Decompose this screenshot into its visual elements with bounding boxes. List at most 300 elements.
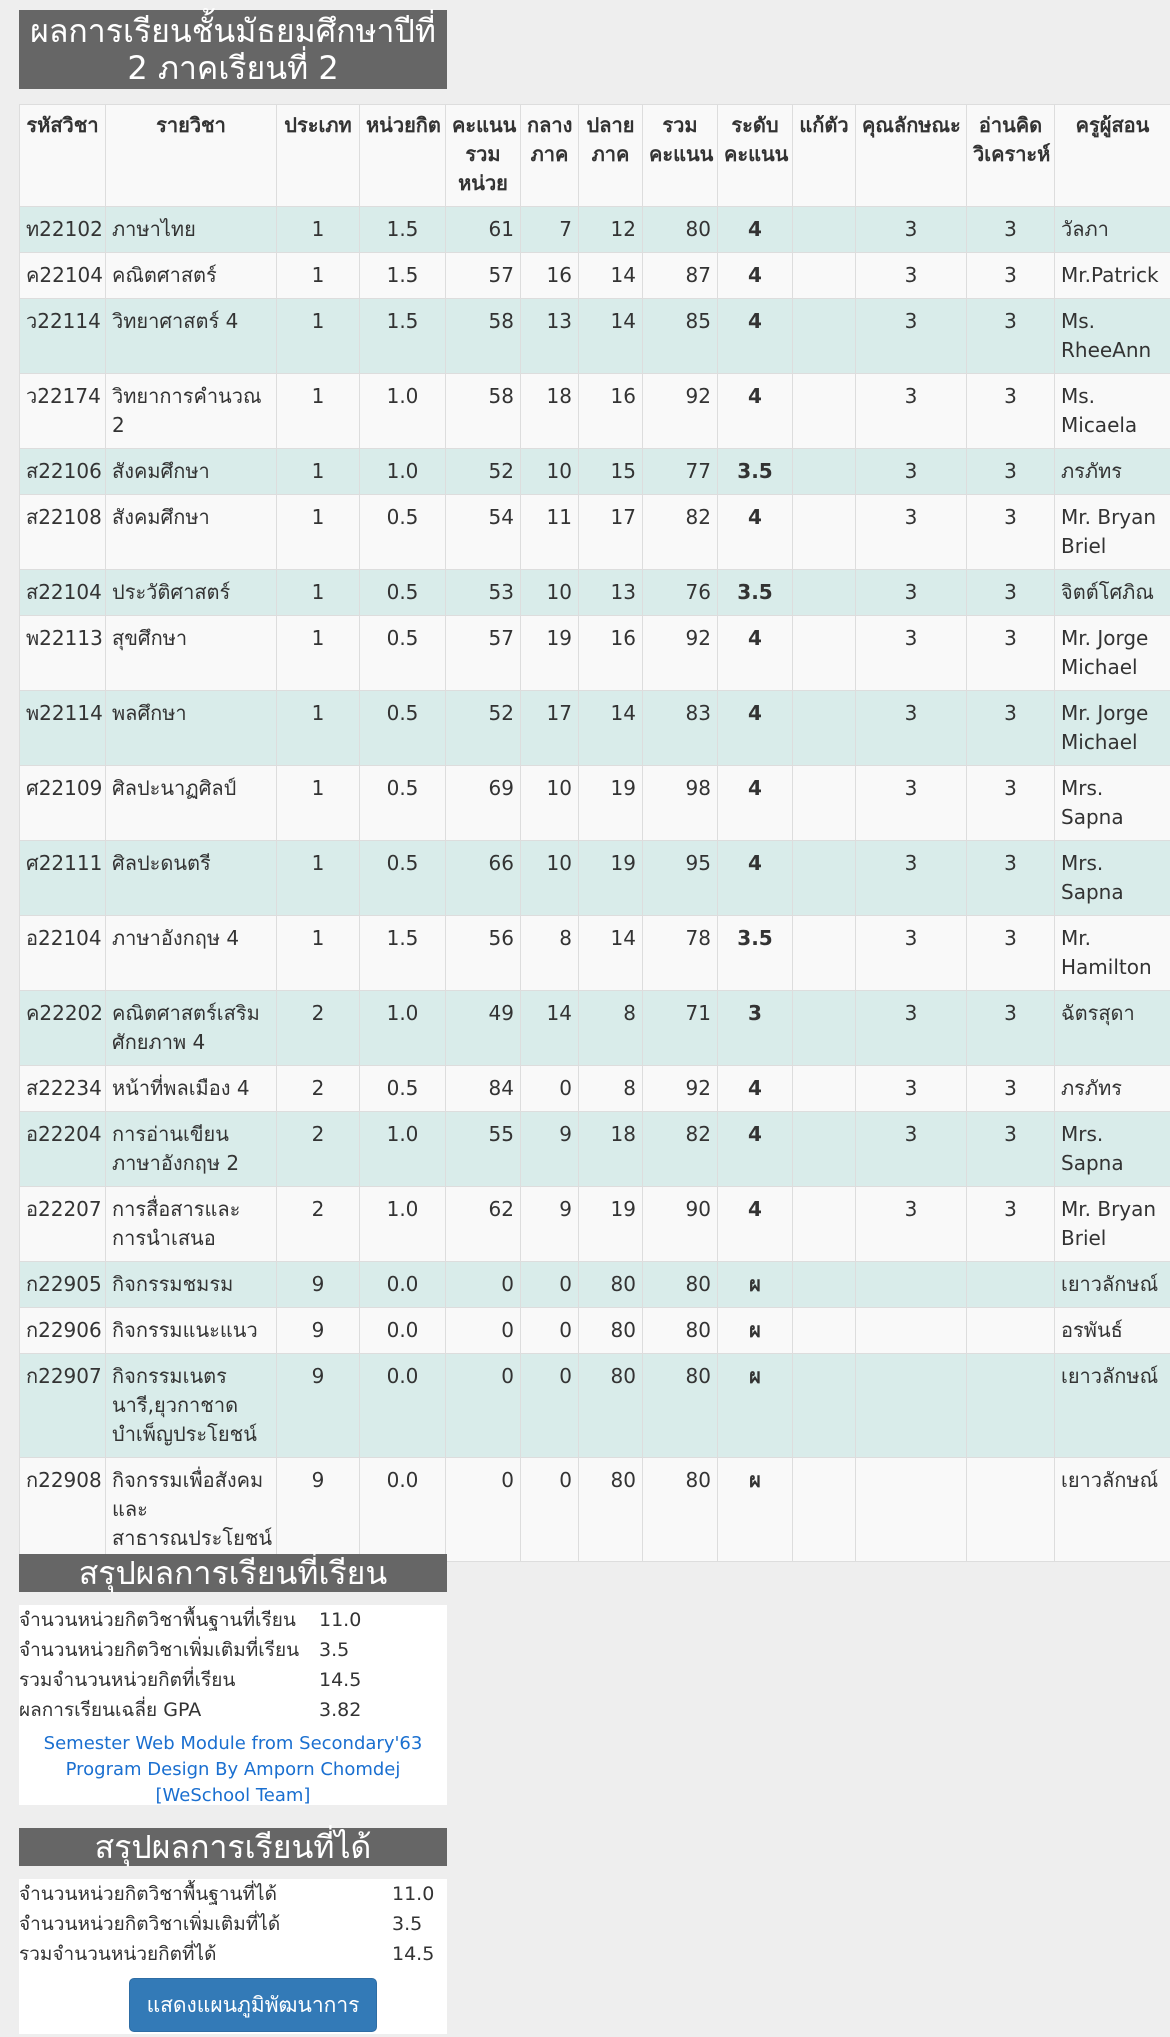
- cell-reading: 3: [967, 616, 1055, 691]
- cell-midterm: 10: [521, 841, 579, 916]
- cell-total: 77: [643, 449, 718, 495]
- cell-subject: กิจกรรมแนะแนว: [106, 1308, 277, 1354]
- cell-type: 1: [277, 253, 360, 299]
- summary-value: 14.5: [392, 1943, 435, 1965]
- cell-reading: 3: [967, 207, 1055, 253]
- grades-table: [19, 104, 1170, 1562]
- cell-type: 2: [277, 1187, 360, 1262]
- cell-final: 80: [579, 1354, 643, 1458]
- cell-unit-score: 69: [446, 766, 521, 841]
- cell-final: 19: [579, 841, 643, 916]
- cell-midterm: 0: [521, 1458, 579, 1562]
- summary-label: จำนวนหน่วยกิตวิชาพื้นฐานที่เรียน: [19, 1609, 296, 1631]
- cell-subject: คณิตศาสตร์: [106, 253, 277, 299]
- cell-retake: [793, 916, 856, 991]
- cell-final: 12: [579, 207, 643, 253]
- cell-midterm: 19: [521, 616, 579, 691]
- header-subject: รายวิชา: [106, 105, 277, 207]
- cell-reading: [967, 1308, 1055, 1354]
- cell-midterm: 10: [521, 766, 579, 841]
- cell-teacher: Mr. Jorge Michael: [1055, 691, 1170, 766]
- cell-grade: 4: [718, 495, 793, 570]
- cell-retake: [793, 1308, 856, 1354]
- cell-unit-score: 84: [446, 1066, 521, 1112]
- table-row: [20, 570, 1170, 616]
- cell-final: 18: [579, 1112, 643, 1187]
- table-row: [20, 253, 1170, 299]
- table-row: [20, 1262, 1170, 1308]
- cell-code: อ22207: [20, 1187, 106, 1262]
- cell-total: 80: [643, 1458, 718, 1562]
- cell-retake: [793, 374, 856, 449]
- summary-value: 3.5: [392, 1913, 423, 1935]
- cell-subject: ศิลปะนาฏศิลป์: [106, 766, 277, 841]
- cell-retake: [793, 570, 856, 616]
- cell-midterm: 0: [521, 1262, 579, 1308]
- table-row: [20, 299, 1170, 374]
- cell-reading: [967, 1354, 1055, 1458]
- cell-unit-score: 57: [446, 253, 521, 299]
- cell-teacher: ฉัตรสุดา: [1055, 991, 1170, 1066]
- cell-subject: วิทยาการคำนวณ 2: [106, 374, 277, 449]
- cell-type: 9: [277, 1262, 360, 1308]
- header-retake: แก้ตัว: [793, 105, 856, 207]
- cell-teacher: Mr. Hamilton: [1055, 916, 1170, 991]
- cell-code: ค22202: [20, 991, 106, 1066]
- cell-retake: [793, 207, 856, 253]
- cell-teacher: Mr. Jorge Michael: [1055, 616, 1170, 691]
- cell-unit-score: 62: [446, 1187, 521, 1262]
- cell-type: 1: [277, 916, 360, 991]
- cell-subject: วิทยาศาสตร์ 4: [106, 299, 277, 374]
- cell-subject: การอ่านเขียนภาษาอังกฤษ 2: [106, 1112, 277, 1187]
- cell-total: 76: [643, 570, 718, 616]
- cell-reading: 3: [967, 841, 1055, 916]
- cell-credit: 0.0: [360, 1308, 446, 1354]
- cell-total: 92: [643, 616, 718, 691]
- cell-grade: ผ: [718, 1354, 793, 1458]
- cell-teacher: ภรภัทร: [1055, 1066, 1170, 1112]
- cell-teacher: Mr. Bryan Briel: [1055, 495, 1170, 570]
- cell-final: 13: [579, 570, 643, 616]
- cell-grade: 4: [718, 766, 793, 841]
- cell-retake: [793, 1066, 856, 1112]
- cell-total: 71: [643, 991, 718, 1066]
- cell-type: 1: [277, 495, 360, 570]
- cell-total: 90: [643, 1187, 718, 1262]
- cell-credit: 1.0: [360, 374, 446, 449]
- cell-type: 1: [277, 841, 360, 916]
- cell-reading: [967, 1458, 1055, 1562]
- cell-code: อ22204: [20, 1112, 106, 1187]
- cell-code: ว22114: [20, 299, 106, 374]
- cell-credit: 0.0: [360, 1354, 446, 1458]
- cell-final: 14: [579, 691, 643, 766]
- cell-code: ก22906: [20, 1308, 106, 1354]
- cell-credit: 0.0: [360, 1458, 446, 1562]
- cell-unit-score: 0: [446, 1354, 521, 1458]
- cell-reading: [967, 1262, 1055, 1308]
- cell-subject: สุขศึกษา: [106, 616, 277, 691]
- cell-retake: [793, 1354, 856, 1458]
- cell-code: ก22908: [20, 1458, 106, 1562]
- cell-reading: 3: [967, 991, 1055, 1066]
- cell-subject: พลศึกษา: [106, 691, 277, 766]
- cell-final: 80: [579, 1262, 643, 1308]
- cell-final: 19: [579, 766, 643, 841]
- cell-total: 87: [643, 253, 718, 299]
- cell-attribute: 3: [856, 1066, 967, 1112]
- cell-unit-score: 0: [446, 1262, 521, 1308]
- cell-teacher: วัลภา: [1055, 207, 1170, 253]
- table-row: [20, 766, 1170, 841]
- cell-credit: 0.5: [360, 570, 446, 616]
- cell-attribute: 3: [856, 374, 967, 449]
- cell-final: 14: [579, 299, 643, 374]
- table-row: [20, 1308, 1170, 1354]
- cell-teacher: ภรภัทร: [1055, 449, 1170, 495]
- cell-unit-score: 61: [446, 207, 521, 253]
- cell-midterm: 0: [521, 1308, 579, 1354]
- header-grade: ระดับคะแนน: [718, 105, 793, 207]
- cell-code: ส22234: [20, 1066, 106, 1112]
- cell-grade: ผ: [718, 1458, 793, 1562]
- summary-row: [19, 1695, 447, 1725]
- cell-midterm: 11: [521, 495, 579, 570]
- cell-attribute: 3: [856, 841, 967, 916]
- summary-value: 11.0: [319, 1609, 362, 1631]
- table-row: [20, 449, 1170, 495]
- summary-earned-title: สรุปผลการเรียนที่ได้: [19, 1828, 447, 1866]
- cell-reading: 3: [967, 916, 1055, 991]
- cell-grade: 4: [718, 841, 793, 916]
- summary-row: [19, 1635, 447, 1665]
- cell-grade: 4: [718, 1066, 793, 1112]
- cell-final: 8: [579, 991, 643, 1066]
- cell-total: 78: [643, 916, 718, 991]
- cell-code: ส22108: [20, 495, 106, 570]
- cell-code: ส22106: [20, 449, 106, 495]
- cell-type: 1: [277, 299, 360, 374]
- summary-value: 14.5: [319, 1669, 362, 1691]
- summary-row: [19, 1605, 447, 1635]
- cell-credit: 1.5: [360, 916, 446, 991]
- cell-retake: [793, 495, 856, 570]
- cell-attribute: 3: [856, 299, 967, 374]
- cell-subject: ภาษาอังกฤษ 4: [106, 916, 277, 991]
- table-row: [20, 374, 1170, 449]
- cell-code: ส22104: [20, 570, 106, 616]
- summary-enrolled-box: [19, 1605, 447, 1805]
- cell-teacher: Ms. RheeAnn: [1055, 299, 1170, 374]
- cell-code: ก22905: [20, 1262, 106, 1308]
- cell-teacher: เยาวลักษณ์: [1055, 1262, 1170, 1308]
- cell-reading: 3: [967, 1187, 1055, 1262]
- cell-teacher: Ms. Micaela: [1055, 374, 1170, 449]
- cell-midterm: 10: [521, 449, 579, 495]
- cell-type: 9: [277, 1458, 360, 1562]
- cell-unit-score: 57: [446, 616, 521, 691]
- cell-unit-score: 58: [446, 374, 521, 449]
- cell-attribute: 3: [856, 1112, 967, 1187]
- table-row: [20, 207, 1170, 253]
- header-type: ประเภท: [277, 105, 360, 207]
- credit-link[interactable]: Semester Web Module from Secondary'63 Program Design By Amporn Chomdej [WeSchool Team]: [43, 1733, 423, 1806]
- cell-total: 82: [643, 1112, 718, 1187]
- cell-reading: 3: [967, 449, 1055, 495]
- cell-type: 2: [277, 1066, 360, 1112]
- cell-credit: 0.5: [360, 495, 446, 570]
- cell-total: 85: [643, 299, 718, 374]
- cell-code: ศ22109: [20, 766, 106, 841]
- cell-retake: [793, 766, 856, 841]
- cell-final: 14: [579, 253, 643, 299]
- table-row: [20, 1354, 1170, 1458]
- cell-credit: 0.5: [360, 616, 446, 691]
- cell-code: อ22104: [20, 916, 106, 991]
- summary-label: จำนวนหน่วยกิตวิชาเพิ่มเติมที่เรียน: [19, 1639, 300, 1661]
- cell-type: 2: [277, 991, 360, 1066]
- cell-final: 17: [579, 495, 643, 570]
- header-unit-score: คะแนนรวมหน่วย: [446, 105, 521, 207]
- summary-value: 3.5: [319, 1639, 350, 1661]
- cell-credit: 1.0: [360, 1187, 446, 1262]
- cell-subject: คณิตศาสตร์เสริมศักยภาพ 4: [106, 991, 277, 1066]
- cell-reading: 3: [967, 495, 1055, 570]
- cell-grade: 4: [718, 253, 793, 299]
- cell-attribute: [856, 1262, 967, 1308]
- header-attribute: คุณลักษณะ: [856, 105, 967, 207]
- cell-subject: ศิลปะดนตรี: [106, 841, 277, 916]
- cell-credit: 0.5: [360, 1066, 446, 1112]
- cell-type: 1: [277, 449, 360, 495]
- table-row: [20, 1187, 1170, 1262]
- cell-code: ค22104: [20, 253, 106, 299]
- cell-retake: [793, 616, 856, 691]
- table-row: [20, 1112, 1170, 1187]
- cell-teacher: อรพันธ์: [1055, 1308, 1170, 1354]
- cell-final: 19: [579, 1187, 643, 1262]
- cell-retake: [793, 841, 856, 916]
- summary-value: 11.0: [392, 1883, 435, 1905]
- summary-value: 3.82: [319, 1699, 362, 1721]
- cell-type: 1: [277, 207, 360, 253]
- cell-type: 1: [277, 691, 360, 766]
- cell-midterm: 16: [521, 253, 579, 299]
- cell-reading: 3: [967, 1066, 1055, 1112]
- table-row: [20, 1458, 1170, 1562]
- cell-unit-score: 54: [446, 495, 521, 570]
- header-total: รวมคะแนน: [643, 105, 718, 207]
- cell-attribute: 3: [856, 570, 967, 616]
- cell-type: 1: [277, 616, 360, 691]
- cell-midterm: 14: [521, 991, 579, 1066]
- summary-row: [19, 1665, 447, 1695]
- cell-attribute: 3: [856, 991, 967, 1066]
- cell-type: 2: [277, 1112, 360, 1187]
- cell-retake: [793, 253, 856, 299]
- cell-teacher: Mrs. Sapna: [1055, 841, 1170, 916]
- cell-unit-score: 0: [446, 1308, 521, 1354]
- cell-retake: [793, 1187, 856, 1262]
- cell-unit-score: 56: [446, 916, 521, 991]
- cell-retake: [793, 691, 856, 766]
- cell-code: พ22113: [20, 616, 106, 691]
- cell-midterm: 7: [521, 207, 579, 253]
- show-development-chart-button[interactable]: แสดงแผนภูมิพัฒนาการ: [129, 1978, 377, 2032]
- cell-total: 80: [643, 1262, 718, 1308]
- page-title: ผลการเรียนชั้นมัธยมศึกษาปีที่ 2 ภาคเรียนที่ 2: [19, 10, 447, 89]
- cell-grade: 4: [718, 616, 793, 691]
- cell-credit: 0.0: [360, 1262, 446, 1308]
- table-row: [20, 495, 1170, 570]
- cell-unit-score: 52: [446, 691, 521, 766]
- header-credit: หน่วยกิต: [360, 105, 446, 207]
- summary-row: [19, 1879, 447, 1909]
- cell-total: 82: [643, 495, 718, 570]
- cell-attribute: 3: [856, 916, 967, 991]
- table-row: [20, 616, 1170, 691]
- cell-total: 80: [643, 207, 718, 253]
- cell-subject: กิจกรรมชมรม: [106, 1262, 277, 1308]
- cell-final: 14: [579, 916, 643, 991]
- cell-grade: 4: [718, 374, 793, 449]
- cell-unit-score: 53: [446, 570, 521, 616]
- cell-unit-score: 66: [446, 841, 521, 916]
- cell-reading: 3: [967, 570, 1055, 616]
- cell-type: 1: [277, 766, 360, 841]
- cell-code: ว22174: [20, 374, 106, 449]
- cell-midterm: 9: [521, 1187, 579, 1262]
- cell-total: 92: [643, 374, 718, 449]
- summary-label: รวมจำนวนหน่วยกิตที่เรียน: [19, 1669, 236, 1691]
- cell-teacher: Mrs. Sapna: [1055, 1112, 1170, 1187]
- cell-credit: 0.5: [360, 691, 446, 766]
- cell-grade: 4: [718, 691, 793, 766]
- cell-credit: 0.5: [360, 766, 446, 841]
- cell-grade: 3.5: [718, 449, 793, 495]
- cell-total: 95: [643, 841, 718, 916]
- cell-code: ก22907: [20, 1354, 106, 1458]
- cell-reading: 3: [967, 766, 1055, 841]
- cell-subject: ภาษาไทย: [106, 207, 277, 253]
- cell-final: 80: [579, 1458, 643, 1562]
- cell-unit-score: 0: [446, 1458, 521, 1562]
- cell-teacher: จิตต์โศภิณ: [1055, 570, 1170, 616]
- header-reading: อ่านคิดวิเคราะห์: [967, 105, 1055, 207]
- cell-unit-score: 55: [446, 1112, 521, 1187]
- cell-retake: [793, 449, 856, 495]
- cell-grade: 3: [718, 991, 793, 1066]
- cell-midterm: 9: [521, 1112, 579, 1187]
- cell-credit: 1.0: [360, 449, 446, 495]
- cell-unit-score: 58: [446, 299, 521, 374]
- cell-code: ท22102: [20, 207, 106, 253]
- cell-subject: สังคมศึกษา: [106, 449, 277, 495]
- table-row: [20, 991, 1170, 1066]
- cell-total: 83: [643, 691, 718, 766]
- cell-midterm: 0: [521, 1066, 579, 1112]
- cell-retake: [793, 1458, 856, 1562]
- cell-reading: 3: [967, 374, 1055, 449]
- cell-final: 15: [579, 449, 643, 495]
- header-final: ปลายภาค: [579, 105, 643, 207]
- summary-label: ผลการเรียนเฉลี่ย GPA: [19, 1699, 202, 1721]
- header-teacher: ครูผู้สอน: [1055, 105, 1170, 207]
- cell-reading: 3: [967, 1112, 1055, 1187]
- summary-row: [19, 1939, 447, 1969]
- cell-credit: 1.0: [360, 991, 446, 1066]
- cell-grade: 3.5: [718, 916, 793, 991]
- cell-grade: 3.5: [718, 570, 793, 616]
- cell-credit: 1.0: [360, 1112, 446, 1187]
- cell-subject: กิจกรรมเพื่อสังคมและสาธารณประโยชน์: [106, 1458, 277, 1562]
- cell-unit-score: 52: [446, 449, 521, 495]
- cell-retake: [793, 1112, 856, 1187]
- cell-attribute: [856, 1354, 967, 1458]
- cell-total: 98: [643, 766, 718, 841]
- cell-total: 80: [643, 1308, 718, 1354]
- cell-code: พ22114: [20, 691, 106, 766]
- cell-final: 8: [579, 1066, 643, 1112]
- summary-label: จำนวนหน่วยกิตวิชาพื้นฐานที่ได้: [19, 1883, 277, 1905]
- summary-enrolled-title: สรุปผลการเรียนที่เรียน: [19, 1554, 447, 1592]
- cell-type: 9: [277, 1308, 360, 1354]
- header-midterm: กลางภาค: [521, 105, 579, 207]
- cell-grade: ผ: [718, 1308, 793, 1354]
- cell-unit-score: 49: [446, 991, 521, 1066]
- table-row: [20, 841, 1170, 916]
- summary-label: รวมจำนวนหน่วยกิตที่ได้: [19, 1943, 217, 1965]
- cell-teacher: Mrs. Sapna: [1055, 766, 1170, 841]
- cell-attribute: 3: [856, 207, 967, 253]
- cell-teacher: เยาวลักษณ์: [1055, 1458, 1170, 1562]
- cell-midterm: 17: [521, 691, 579, 766]
- cell-total: 80: [643, 1354, 718, 1458]
- cell-midterm: 0: [521, 1354, 579, 1458]
- cell-attribute: 3: [856, 691, 967, 766]
- cell-teacher: Mr.Patrick: [1055, 253, 1170, 299]
- cell-grade: 4: [718, 1112, 793, 1187]
- cell-final: 80: [579, 1308, 643, 1354]
- cell-retake: [793, 1262, 856, 1308]
- cell-attribute: 3: [856, 616, 967, 691]
- cell-final: 16: [579, 374, 643, 449]
- table-row: [20, 691, 1170, 766]
- cell-attribute: 3: [856, 766, 967, 841]
- cell-credit: 1.5: [360, 299, 446, 374]
- cell-credit: 1.5: [360, 253, 446, 299]
- cell-subject: การสื่อสารและการนำเสนอ: [106, 1187, 277, 1262]
- cell-midterm: 10: [521, 570, 579, 616]
- cell-attribute: 3: [856, 449, 967, 495]
- cell-credit: 1.5: [360, 207, 446, 253]
- cell-attribute: 3: [856, 1187, 967, 1262]
- cell-subject: ประวัติศาสตร์: [106, 570, 277, 616]
- table-header-row: [20, 105, 1170, 207]
- cell-subject: กิจกรรมเนตรนารี,ยุวกาชาดบำเพ็ญประโยชน์: [106, 1354, 277, 1458]
- cell-midterm: 13: [521, 299, 579, 374]
- cell-final: 16: [579, 616, 643, 691]
- cell-grade: 4: [718, 1187, 793, 1262]
- cell-grade: 4: [718, 207, 793, 253]
- cell-retake: [793, 991, 856, 1066]
- cell-total: 92: [643, 1066, 718, 1112]
- cell-subject: หน้าที่พลเมือง 4: [106, 1066, 277, 1112]
- cell-attribute: 3: [856, 495, 967, 570]
- cell-reading: 3: [967, 299, 1055, 374]
- cell-grade: ผ: [718, 1262, 793, 1308]
